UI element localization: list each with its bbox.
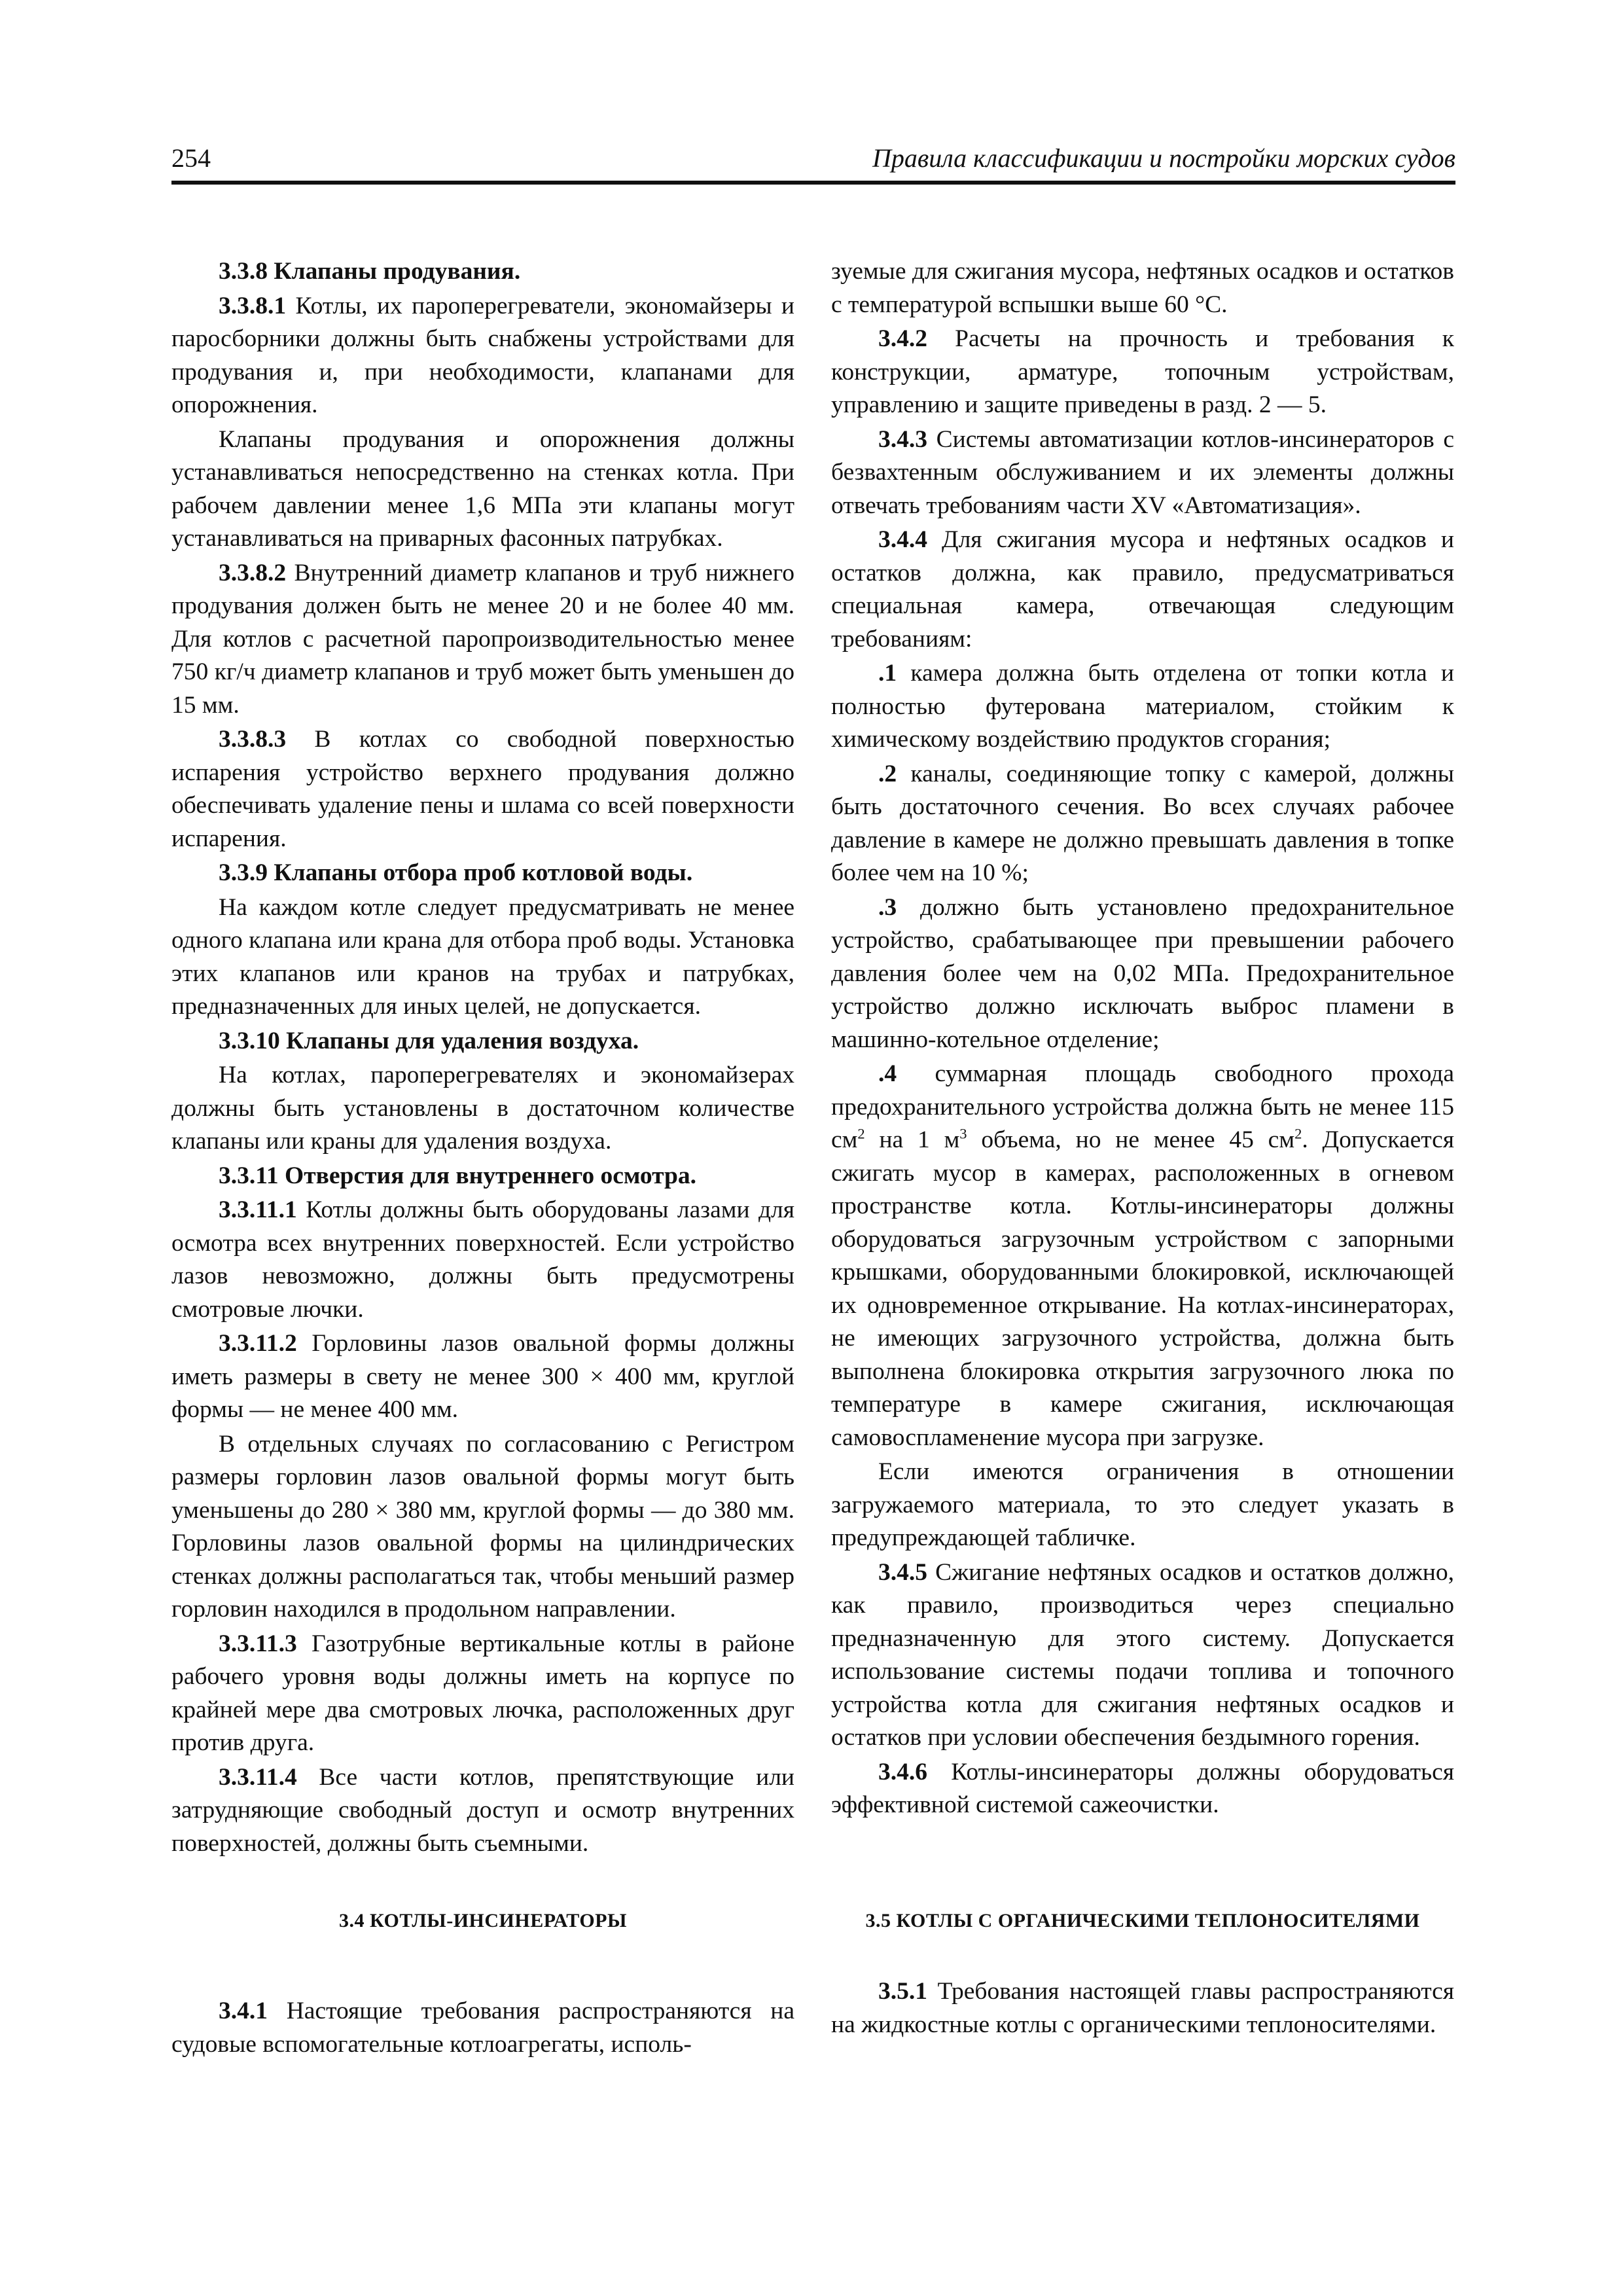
list-item: .1 камера должна быть отделена от топки котла и полностью футерована материалом, стойким к химическому воздействию продуктов сгорания; [831,660,1454,753]
list-item: .3 должно быть установлено предохранительное устройство, срабатывающее при превышении рабочего давления более чем на 0,02 МПа. Предохранительное устройство должно исключать выброс пламени в машинно-котельное отделение; [831,893,1454,1053]
right-column [831,255,1454,1823]
paragraph: 3.4.1 Настоящие требования распространяются на судовые вспомогательные котлоагрегаты, исполь- [171,1998,794,2058]
paragraph: 3.4.3 Системы автоматизации котлов-инсинераторов с безвахтенным обслуживанием и их элементы должны отвечать требованиям части XV «Автоматизация». [831,425,1454,519]
list-item: .4 суммарная площадь свободного прохода предохранительного устройства должна быть не менее 115 $см^2$ на 1 $м^3$ объема, но не менее 45 $см^2$. Допускается сжигать мусор в камерах, расположенных в огневом пространстве котла. Котлы-инсинераторы должны оборудоваться загрузочным устройством с запорными крышками, оборудованными блокировкой, исключающей их одновременное открывание. На котлах-инсинераторах, не имеющих загрузочного устройства, должна быть выполнена блокировка открытия загрузочного люка по температуре в камере сжигания, исключающая самовоспламенение мусора при загрузке. [831,1060,1454,1451]
page-number: 254 [171,143,211,173]
paragraph: 3.4.2 Расчеты на прочность и требования к конструкции, арматуре, топочным устройствам, управлению и защите приведены в разд. 2 — 5. [831,325,1454,418]
section-3-5-text [831,1975,1454,2041]
section-3-4-text [171,1995,794,2061]
paragraph: 3.3.8.2 Внутренний диаметр клапанов и труб нижнего продувания должен быть не менее 20 и не более 40 мм. Для котлов с расчетной паропроизводительностью менее 750 кг/ч диаметр клапанов и труб может быть уменьшен до 15 мм. [171,559,794,719]
left-column [171,255,794,1861]
paragraph: 3.3.11.4 Все части котлов, препятствующие или затрудняющие свободный доступ и осмотр внутренних поверхностей, должны быть съемными. [171,1763,794,1857]
heading-3-3-9: 3.3.9 Клапаны отбора проб котловой воды. [219,859,693,886]
paragraph: На каждом котле следует предусматривать не менее одного клапана или крана для отбора проб воды. Установка этих клапанов или кранов на трубах и патрубках, предназначенных для иных целей, не допускается. [171,893,794,1020]
section-title-3-5: 3.5 КОТЛЫ С ОРГАНИЧЕСКИМИ ТЕПЛОНОСИТЕЛЯМИ [865,1910,1420,1931]
paragraph: Если имеются ограничения в отношении загружаемого материала, то это следует указать в предупреждающей табличке. [831,1458,1454,1551]
heading-3-3-8: 3.3.8 Клапаны продувания. [219,258,521,285]
paragraph: 3.4.5 Сжигание нефтяных осадков и остатков должно, как правило, производиться через специально предназначенную для этого систему. Допускается использование системы подачи топлива и топочного устройства котла для сжигания нефтяных осадков и остатков при условии обеспечения бездымного горения. [831,1558,1454,1751]
heading-3-3-10: 3.3.10 Клапаны для удаления воздуха. [219,1027,639,1054]
paragraph: 3.3.11.3 Газотрубные вертикальные котлы в районе рабочего уровня воды должны иметь на корпусе по крайней мере два смотровых лючка, расположенных друг против друга. [171,1630,794,1756]
paragraph: 3.4.4 Для сжигания мусора и нефтяных осадков и остатков должна, как правило, предусматриваться специальная камера, отвечающая следующим требованиям: [831,526,1454,653]
paragraph: 3.5.1 Требования настоящей главы распространяются на жидкостные котлы с органическими теплоносителями. [831,1978,1454,2038]
paragraph: 3.4.6 Котлы-инсинераторы должны оборудоваться эффективной системой сажеочистки. [831,1758,1454,1818]
paragraph: 3.3.11.1 Котлы должны быть оборудованы лазами для осмотра всех внутренних поверхностей. Если устройство лазов невозможно, должны быть предусмотрены смотровые лючки. [171,1196,794,1323]
running-title: Правила классификации и постройки морских судов [872,143,1455,173]
page-header [171,143,1455,185]
section-title-3-4: 3.4 КОТЛЫ-ИНСИНЕРАТОРЫ [339,1910,627,1931]
paragraph: На котлах, пароперегревателях и экономайзерах должны быть установлены в достаточном количестве клапаны или краны для удаления воздуха. [171,1062,794,1155]
paragraph: 3.3.8.1 Котлы, их пароперегреватели, экономайзеры и паросборники должны быть снабжены устройствами для продувания и, при необходимости, клапанами для опорожнения. [171,292,794,418]
paragraph: 3.3.11.2 Горловины лазов овальной формы должны иметь размеры в свету не менее 300 × 400 мм, круглой формы — не менее 400 мм. [171,1330,794,1423]
paragraph: В отдельных случаях по согласованию с Регистром размеры горловин лазов овальной формы могут быть уменьшены до 280 × 380 мм, круглой формы — до 380 мм. Горловины лазов овальной формы на цилиндрических стенках должны располагаться так, чтобы меньший размер горловин находился в продольном направлении. [171,1430,794,1623]
paragraph-continued: зуемые для сжигания мусора, нефтяных осадков и остатков с температурой вспышки выше 60 °C. [831,258,1454,318]
paragraph: Клапаны продувания и опорожнения должны устанавливаться непосредственно на стенках котла. При рабочем давлении менее 1,6 МПа эти клапаны могут устанавливаться на приварных фасонных патрубках. [171,425,794,552]
list-item: .2 каналы, соединяющие топку с камерой, должны быть достаточного сечения. Во всех случаях рабочее давление в камере не должно превышать давления в топке более чем на 10 %; [831,760,1454,886]
heading-3-3-11: 3.3.11 Отверстия для внутреннего осмотра. [219,1162,697,1189]
paragraph: 3.3.8.3 В котлах со свободной поверхностью испарения устройство верхнего продувания должно обеспечивать удаление пены и шлама со всей поверхности испарения. [171,726,794,852]
